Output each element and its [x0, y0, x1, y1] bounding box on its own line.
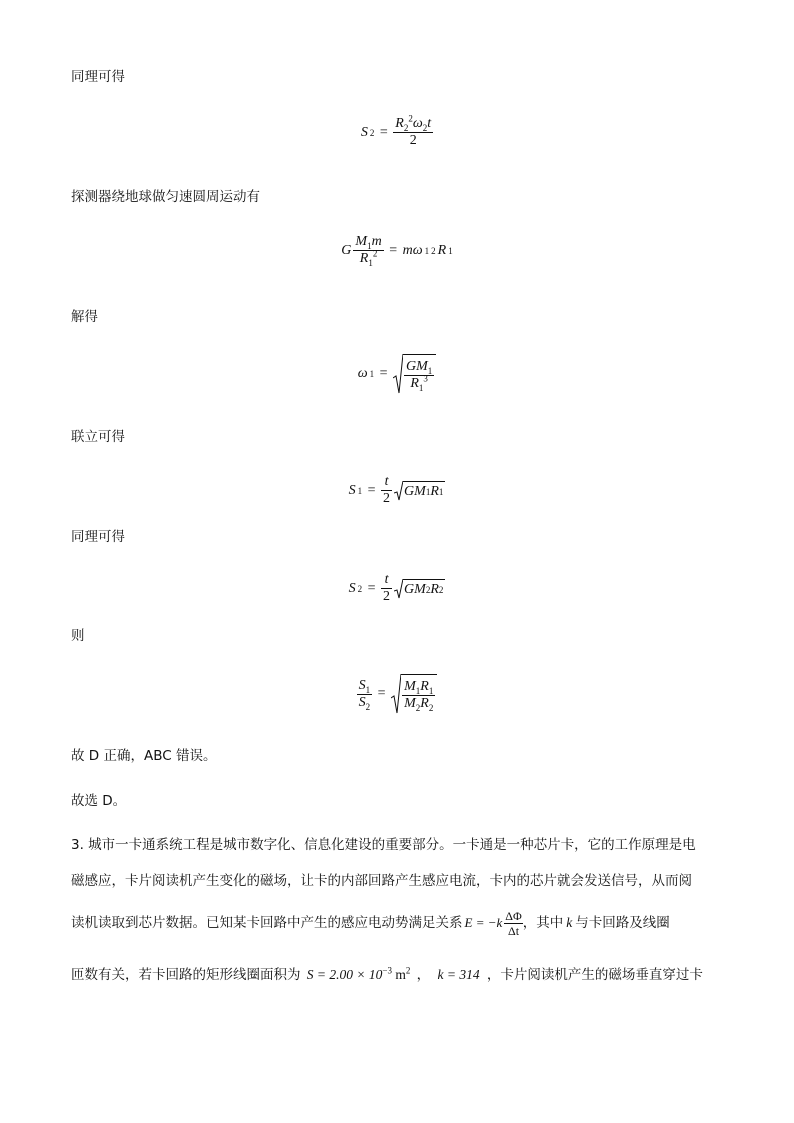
- equation-gravity: G $\frac{M_1m}{R_1^2}$ = mω 1 2 R 1: [341, 234, 453, 268]
- emf-fraction: [504, 909, 523, 938]
- question-3-line4: [71, 966, 703, 984]
- k-value: k = 314: [437, 967, 480, 982]
- question-3-line2: 磁感应，卡片阅读机产生变化的磁场，让卡的内部回路产生感应电流，卡内的芯片就会发送信号，从而阅: [71, 873, 692, 889]
- k-symbol: k: [566, 915, 573, 930]
- area-unit: m: [395, 967, 406, 982]
- text-line: 同理可得: [71, 69, 125, 85]
- equation-s2-result: S 2 = $\frac{t}{2}$ GM 2 R 2: [348, 572, 444, 604]
- q3-line4-text: ，: [416, 967, 431, 983]
- question-3-line1: 3. 城市一卡通系统工程是城市数字化、信息化建设的重要部分。一卡通是一种芯片卡，它的工作原理是电: [71, 837, 696, 853]
- question-3-line3: [71, 906, 670, 940]
- area-value: [307, 967, 411, 982]
- area-mantissa: S = 2.00 × 10: [306, 967, 383, 982]
- equation-omega1: ω 1 = $\frac{GM_1}{R_1^3}$: [0, 354, 794, 394]
- delta-phi: ΔΦ: [505, 908, 522, 923]
- text-line: 故 D 正确，ABC 错误。: [71, 748, 217, 764]
- equation-s2-area: S 2 = $\frac{R_2^2\omega_2t}{2}$: [360, 113, 432, 148]
- q3-line3-text: 读机读取到芯片数据。已知某卡回路中产生的感应电动势满足关系: [71, 915, 463, 931]
- equation-ratio: $\frac{S_1}{S_2}$ = $\frac{M_1R_1}{M_2R_2}$: [0, 674, 794, 714]
- text-line: 探测器绕地球做匀速圆周运动有: [71, 189, 260, 205]
- text-line: 故选 D。: [71, 793, 127, 809]
- q3-line3-text: ，其中: [522, 915, 564, 931]
- text-line: 解得: [71, 309, 98, 325]
- text-line: 联立可得: [71, 429, 125, 445]
- emf-formula: [465, 914, 503, 932]
- q3-line4-text: ，卡片阅读机产生的磁场垂直穿过卡: [486, 967, 703, 983]
- delta-t: Δt: [507, 923, 520, 938]
- q3-line4-text: 匝数有关，若卡回路的矩形线圈面积为: [71, 967, 301, 983]
- q3-line3-text: 与卡回路及线圈: [575, 915, 670, 931]
- text-line: 同理可得: [71, 529, 125, 545]
- emf-lhs: E = −k: [464, 915, 503, 930]
- area-unit-exponent: 2: [405, 965, 411, 976]
- text-line: 则: [71, 628, 85, 644]
- equation-s1-result: S 1 = $\frac{t}{2}$ GM 1 R 1: [348, 474, 444, 506]
- area-exponent: −3: [382, 965, 392, 976]
